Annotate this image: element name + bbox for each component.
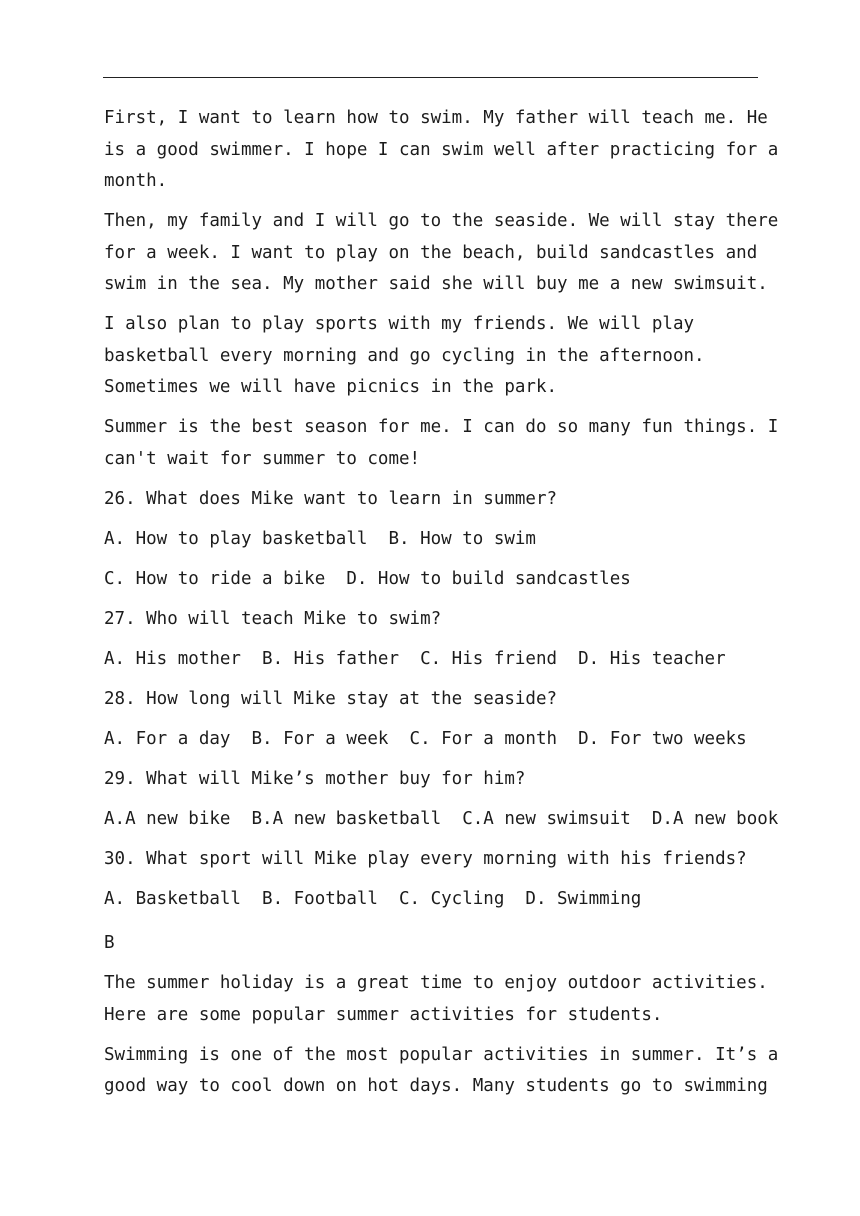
passage-a-paragraph [104,103,779,198]
passage-b-paragraph [104,1040,779,1103]
passage-a-paragraph [104,206,779,301]
question-stem: 26. What does Mike want to learn in summer? [104,488,558,509]
question-stem: 30. What sport will Mike play every morning with his friends? [104,848,747,869]
question-options: A.A new bike B.A new basketball C.A new swimsuit D.A new book [104,808,779,829]
text-line: basketball every morning and go cycling in the afternoon. [104,345,705,366]
text-line: Then, my family and I will go to the seaside. We will stay there [104,211,779,231]
question-stem: 29. What will Mike’s mother buy for him? [104,768,526,789]
text-line: Summer is the best season for me. I can do so many fun things. I [104,417,779,437]
text-line: can't wait for summer to come! [104,448,421,469]
question-options: C. How to ride a bike D. How to build sandcastles [104,568,631,589]
question-stem: 28. How long will Mike stay at the seaside? [104,688,558,709]
text-line: Here are some popular summer activities for students. [104,1004,663,1025]
question-options: A. For a day B. For a week C. For a month D. For two weeks [104,728,747,749]
text-line: for a week. I want to play on the beach, build sandcastles and [104,242,758,263]
text-line: swim in the sea. My mother said she will buy me a new swimsuit. [104,274,768,294]
passage-b-paragraph [104,968,768,1031]
text-line: Sometimes we will have picnics in the park. [104,377,558,397]
section-heading: B [104,933,115,953]
text-line: Swimming is one of the most popular activities in summer. It’s a [104,1044,779,1065]
text-line: is a good swimmer. I hope I can swim well after practicing for a [104,139,779,160]
text-line: I also plan to play sports with my friends. We will play [104,314,695,334]
passage-a-paragraph [104,412,779,475]
passage-a-paragraph [104,309,764,404]
text-line: month. [104,171,168,191]
question-options: A. How to play basketball B. How to swim [104,528,536,549]
question-options: A. His mother B. His father C. His friend D. His teacher [104,648,726,669]
text-line: good way to cool down on hot days. Many students go to swimming [104,1076,768,1096]
text-line: First, I want to learn how to swim. My father will teach me. He [104,108,768,128]
document-content [104,103,779,1111]
question-stem: 27. Who will teach Mike to swim? [104,608,442,629]
header-rule [103,77,758,78]
text-line: The summer holiday is a great time to enjoy outdoor activities. [104,973,768,993]
question-options: A. Basketball B. Football C. Cycling D. Swimming [104,888,642,909]
